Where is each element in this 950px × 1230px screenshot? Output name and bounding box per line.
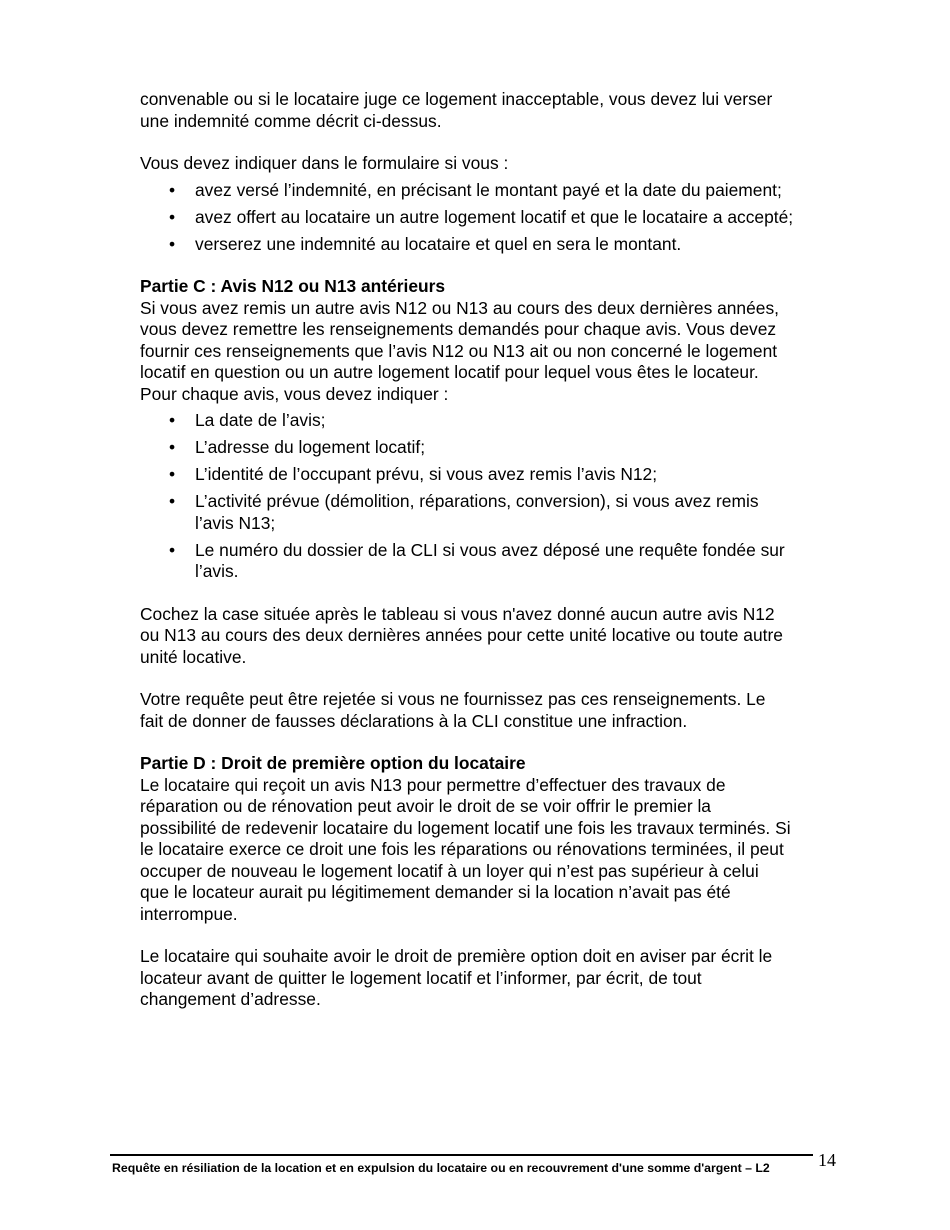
text-line: fournir ces renseignements que l’avis N12 ou N13 ait ou non concerné le logement xyxy=(140,340,778,361)
text-line: unité locative. xyxy=(140,646,247,667)
list-item xyxy=(140,234,842,256)
text-line: Le locataire qui reçoit un avis N13 pour permettre d’effectuer des travaux de xyxy=(140,774,726,795)
list-item-text: avez offert au locataire un autre logement locatif et que le locataire a accepté; xyxy=(195,206,794,227)
bullet-icon: • xyxy=(169,491,176,511)
bullet-icon: • xyxy=(169,206,176,227)
text-line: locatif en question ou un autre logement locatif pour lequel vous êtes le locateur. xyxy=(140,362,759,382)
bullet-icon: • xyxy=(169,410,176,430)
list-item-text: l’avis. xyxy=(195,561,239,581)
footer-divider xyxy=(110,1154,813,1156)
text-line: ou N13 au cours des deux dernières années pour cette unité locative ou toute autre xyxy=(140,625,783,645)
text-line: possibilité de redevenir locataire du logement locatif une fois les travaux terminés. Si xyxy=(140,817,791,838)
intro-bullet-list xyxy=(140,180,842,256)
text-line: occuper de nouveau le logement locatif à un loyer qui n’est pas supérieur à celui xyxy=(140,860,759,881)
text-line: Le locataire qui souhaite avoir le droit de première option doit en aviser par écrit le xyxy=(140,946,773,966)
list-item-text: l’avis N13; xyxy=(195,512,276,533)
intro-paragraph-2: Vous devez indiquer dans le formulaire si vous : xyxy=(140,153,509,173)
document-body xyxy=(140,89,842,1011)
text-line: une indemnité comme décrit ci-dessus. xyxy=(140,110,442,131)
bullet-icon: • xyxy=(169,233,176,254)
bullet-icon: • xyxy=(169,437,176,457)
section-heading-part-c: Partie C : Avis N12 ou N13 antérieurs xyxy=(140,276,446,296)
intro-paragraph-1 xyxy=(140,89,842,132)
bullet-icon: • xyxy=(169,539,176,560)
list-item xyxy=(140,540,842,583)
text-line: locateur avant de quitter le logement locatif et l’informer, par écrit, de tout xyxy=(140,967,702,988)
part-d-paragraph-2 xyxy=(140,946,842,1011)
list-item xyxy=(140,437,842,459)
list-item-text: La date de l’avis; xyxy=(195,410,326,430)
part-d-paragraph-1 xyxy=(140,775,842,926)
text-line: convenable ou si le locataire juge ce logement inacceptable, vous devez lui verser xyxy=(140,89,773,109)
list-item xyxy=(140,207,842,229)
text-line: vous devez remettre les renseignements demandés pour chaque avis. Vous devez xyxy=(140,319,777,339)
text-line: interrompue. xyxy=(140,903,238,924)
section-heading-part-d: Partie D : Droit de première option du locataire xyxy=(140,753,526,773)
list-item-text: Le numéro du dossier de la CLI si vous avez déposé une requête fondée sur xyxy=(195,539,785,560)
page-number: 14 xyxy=(818,1150,836,1170)
bullet-icon: • xyxy=(169,464,176,484)
text-line: Votre requête peut être rejetée si vous ne fournissez pas ces renseignements. Le xyxy=(140,689,766,709)
bullet-icon: • xyxy=(169,179,176,200)
list-item xyxy=(140,410,842,432)
list-item xyxy=(140,464,842,486)
part-c-paragraph-3 xyxy=(140,689,842,732)
part-c-paragraph-2 xyxy=(140,604,842,669)
list-item-text: avez versé l’indemnité, en précisant le montant payé et la date du paiement; xyxy=(195,179,782,200)
part-c-paragraph-1 xyxy=(140,298,842,406)
list-item-text: L’identité de l’occupant prévu, si vous avez remis l’avis N12; xyxy=(195,464,658,484)
list-item xyxy=(140,180,842,202)
text-line: Cochez la case située après le tableau si vous n'avez donné aucun autre avis N12 xyxy=(140,603,775,624)
text-line: fait de donner de fausses déclarations à la CLI constitue une infraction. xyxy=(140,710,688,731)
part-c-bullet-list xyxy=(140,410,842,583)
text-line: changement d’adresse. xyxy=(140,989,321,1009)
list-item-text: L’adresse du logement locatif; xyxy=(195,437,426,457)
text-line: le locataire exerce ce droit une fois les réparations ou rénovations terminées, il peut xyxy=(140,839,784,859)
footer-title: Requête en résiliation de la location et en expulsion du locataire ou en recouvrement d'une somme d'argent – L2 xyxy=(112,1161,770,1175)
text-line: réparation ou de rénovation peut avoir le droit de se voir offrir le premier la xyxy=(140,796,711,816)
list-item-text: verserez une indemnité au locataire et quel en sera le montant. xyxy=(195,233,682,254)
list-item-text: L’activité prévue (démolition, réparations, conversion), si vous avez remis xyxy=(195,491,759,511)
text-line: Si vous avez remis un autre avis N12 ou N13 au cours des deux dernières années, xyxy=(140,297,779,318)
text-line: Pour chaque avis, vous devez indiquer : xyxy=(140,383,449,404)
list-item xyxy=(140,491,842,534)
text-line: que le locateur aurait pu légitimement demander si la location n’avait pas été xyxy=(140,882,731,902)
